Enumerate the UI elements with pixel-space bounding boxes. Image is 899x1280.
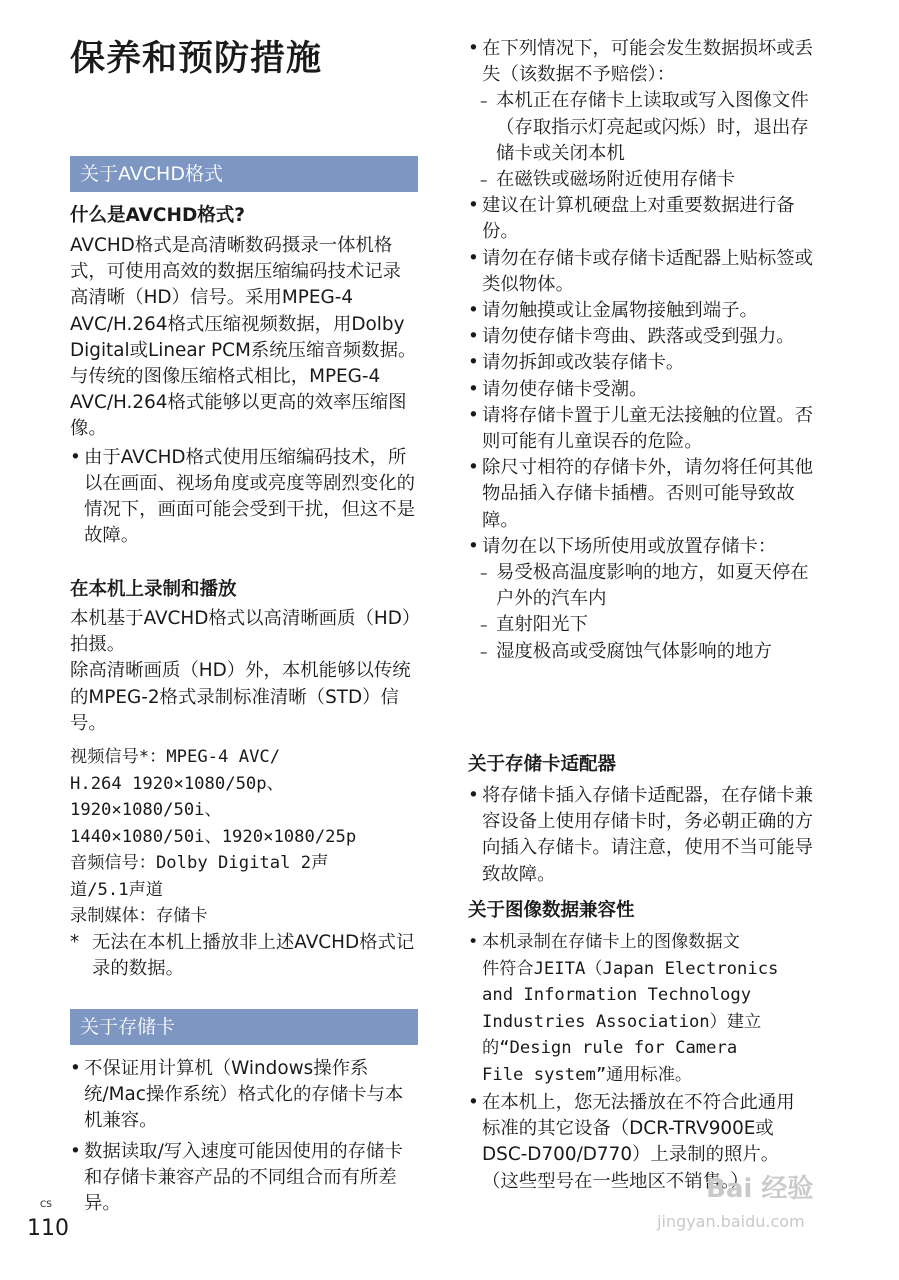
- avchd-description: [70, 233, 418, 549]
- subheading-record-playback: 在本机上录制和播放: [70, 579, 237, 600]
- record-playback-text: [70, 606, 418, 737]
- footnote-text: * 无法在本机上播放非上述AVCHD格式记录的数据。: [70, 930, 418, 982]
- spec-line: 视频信号*：MPEG-4 AVC/: [70, 747, 281, 767]
- paragraph: 除高清晰画质（HD）外，本机能够以传统的MPEG-2格式录制标准清晰（STD）信号。: [70, 660, 411, 734]
- spec-line: H.264 1920×1080/50p、: [70, 773, 284, 794]
- page-title: 保养和预防措施: [70, 39, 323, 79]
- adapter-text: [468, 783, 818, 888]
- spec-line: 音频信号：Dolby Digital 2声: [70, 853, 329, 873]
- spec-line: 道/5.1声道: [70, 879, 163, 900]
- compat-line: 的“Design rule for Camera: [482, 1038, 738, 1058]
- list-item: [468, 929, 824, 1088]
- list-item: • 请勿拆卸或改装存储卡。: [468, 350, 824, 376]
- paragraph: 本机基于AVCHD格式以高清晰画质（HD）拍摄。: [70, 608, 412, 656]
- section-header-avchd: 关于AVCHD格式: [70, 156, 418, 192]
- memory-card-list: [70, 1056, 418, 1217]
- list-item: • 请勿触摸或让金属物接触到端子。: [468, 298, 824, 324]
- compat-line: and Information Technology: [482, 985, 752, 1005]
- spec-line: 1440×1080/50i、1920×1080/25p: [70, 826, 357, 847]
- section-header-memory-card: 关于存储卡: [70, 1009, 418, 1045]
- list-item: • 不保证用计算机（Windows操作系统/Mac操作系统）格式化的存储卡与本机兼容。: [70, 1056, 418, 1135]
- watermark-logo: Bai 经验: [706, 1174, 814, 1204]
- list-item: • 请勿在以下场所使用或放置存储卡：: [468, 534, 824, 560]
- compat-line: Industries Association）建立: [482, 1011, 762, 1032]
- list-item: • 将存储卡插入存储卡适配器，在存储卡兼容设备上使用存储卡时，务必朝正确的方向插入存储卡。请注意，使用不当可能导致故障。: [468, 783, 818, 888]
- sub-list-item: – 在磁铁或磁场附近使用存储卡: [468, 167, 824, 193]
- page-number: 110: [27, 1216, 69, 1241]
- sub-list-item: – 湿度极高或受腐蚀气体影响的地方: [468, 639, 824, 665]
- paragraph: 与传统的图像压缩格式相比，MPEG-4 AVC/H.264格式能够以更高的效率压缩图像。: [70, 366, 407, 440]
- spec-block: [70, 744, 418, 930]
- list-item: • 请勿在存储卡或存储卡适配器上贴标签或类似物体。: [468, 246, 824, 298]
- list-item: • 建议在计算机硬盘上对重要数据进行备份。: [468, 193, 824, 245]
- list-item: • 在下列情况下，可能会发生数据损坏或丢失（该数据不予赔偿）：: [468, 36, 824, 88]
- sub-list-item: – 本机正在存储卡上读取或写入图像文件（存取指示灯亮起或闪烁）时，退出存储卡或关闭本机: [468, 88, 824, 167]
- spec-line: 录制媒体：存储卡: [70, 906, 208, 926]
- watermark-url: jingyan.baidu.com: [657, 1212, 805, 1231]
- sub-list-item: – 易受极高温度影响的地方，如夏天停在户外的汽车内: [468, 560, 824, 612]
- list-item: • 除尺寸相符的存储卡外，请勿将任何其他物品插入存储卡插槽。否则可能导致故障。: [468, 455, 824, 534]
- compat-list: [468, 929, 824, 1195]
- list-item: • 请将存储卡置于儿童无法接触的位置。否则可能有儿童误吞的危险。: [468, 403, 824, 455]
- page-lang-code: CS: [40, 1200, 52, 1210]
- footnote: [70, 930, 418, 982]
- compat-line: File system”通用标准。: [482, 1064, 693, 1085]
- subheading-image-compat: 关于图像数据兼容性: [468, 900, 635, 921]
- subheading-what-is-avchd: 什么是AVCHD格式?: [70, 205, 246, 226]
- paragraph: AVCHD格式是高清晰数码摄录一体机格式，可使用高效的数据压缩编码技术记录高清晰（HD）信号。采用MPEG-4 AVC/H.264格式压缩视频数据，用Dolby Digital或Linear PCM系统压缩音频数据。: [70, 235, 417, 361]
- subheading-card-adapter: 关于存储卡适配器: [468, 754, 617, 775]
- list-item: • 数据读取/写入速度可能因使用的存储卡和存储卡兼容产品的不同组合而有所差异。: [70, 1139, 418, 1218]
- list-item: • 请勿使存储卡弯曲、跌落或受到强力。: [468, 324, 824, 350]
- compat-line: • 本机录制在存储卡上的图像数据文: [482, 932, 740, 952]
- sub-list-item: – 直射阳光下: [468, 612, 824, 638]
- spec-line: 1920×1080/50i、: [70, 800, 222, 820]
- compat-line: 件符合JEITA（Japan Electronics: [482, 958, 779, 979]
- precautions-list: [468, 36, 824, 665]
- list-item: • 请勿使存储卡受潮。: [468, 377, 824, 403]
- list-item: • 在本机上，您无法播放在不符合此通用标准的其它设备（DCR-TRV900E或DSC-D700/D770）上录制的照片。（这些型号在一些地区不销售。）: [468, 1090, 800, 1195]
- list-item: • 由于AVCHD格式使用压缩编码技术，所以在画面、视场角度或亮度等剧烈变化的情况下，画面可能会受到干扰，但这不是故障。: [70, 445, 418, 550]
